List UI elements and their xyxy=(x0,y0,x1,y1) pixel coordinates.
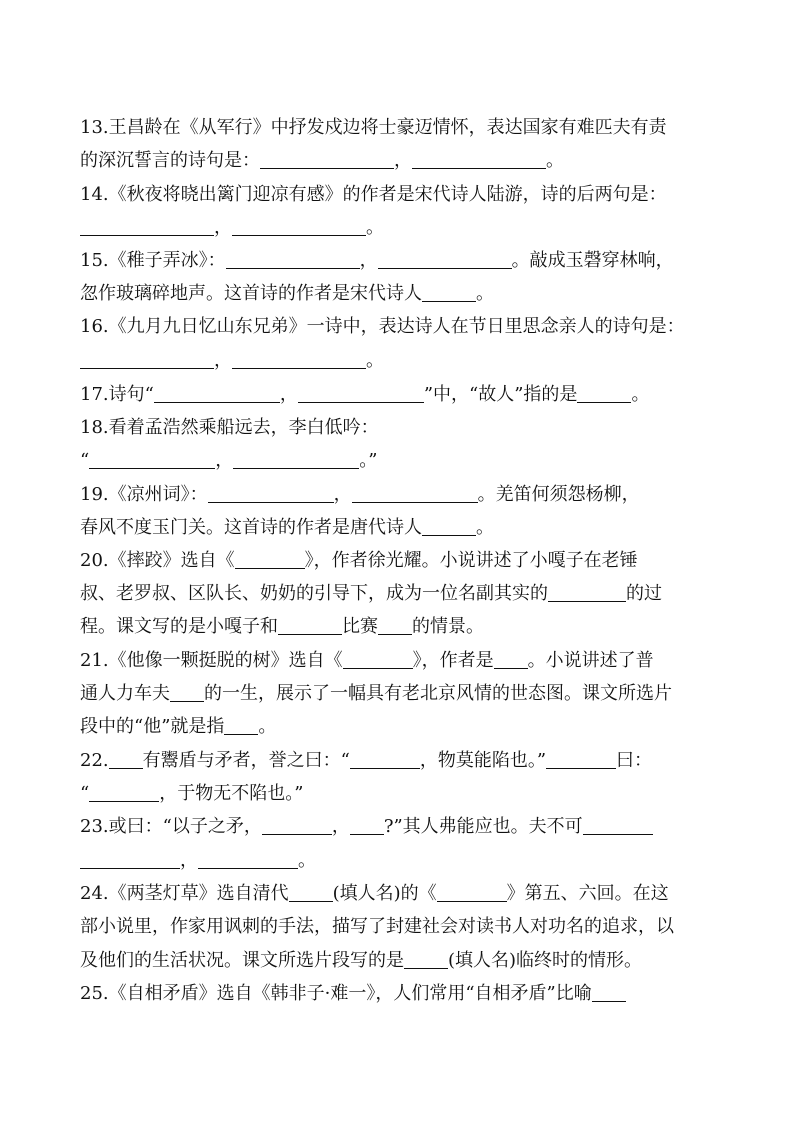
fill-blank[interactable] xyxy=(89,782,159,802)
question-13-line-1 xyxy=(80,115,730,141)
question-14-line-1 xyxy=(80,182,730,208)
text-segment: 的深沉誓言的诗句是： xyxy=(80,150,260,171)
fill-blank[interactable] xyxy=(109,749,143,769)
text-segment: 17.诗句“ xyxy=(80,384,154,405)
text-segment: 19.《凉州词》： xyxy=(80,484,208,505)
fill-blank[interactable] xyxy=(378,615,412,635)
fill-blank[interactable] xyxy=(235,549,305,569)
text-segment: 部小说里，作家用讽刺的手法，描写了封建社会对读书人对功名的追求，以 xyxy=(80,916,674,937)
text-segment: 有鬻盾与矛者，誉之曰：“ xyxy=(142,750,350,771)
text-segment: ， xyxy=(279,384,298,405)
text-segment: 。 xyxy=(631,384,650,405)
text-segment: ?”其人弗能应也。夫不可 xyxy=(383,816,583,837)
text-segment: ，于物无不陷也。” xyxy=(159,783,304,804)
question-17-line xyxy=(80,382,730,408)
question-20-line-2 xyxy=(80,581,730,607)
fill-blank[interactable] xyxy=(343,649,413,669)
fill-blank[interactable] xyxy=(226,249,360,269)
text-segment: ， xyxy=(214,350,232,371)
fill-blank[interactable] xyxy=(233,449,359,469)
text-segment: 通人力车夫 xyxy=(80,683,170,704)
text-segment: 18.看着孟浩然乘船远去，李白低吟： xyxy=(80,417,379,438)
text-segment: “ xyxy=(80,450,90,471)
text-segment: 。敲成玉磬穿林响， xyxy=(511,250,674,271)
question-15-line-2 xyxy=(80,281,730,307)
text-segment: 及他们的生活状况。课文所选片段写的是 xyxy=(80,950,404,971)
text-segment: 。 xyxy=(546,150,564,171)
question-21-line-3 xyxy=(80,714,730,740)
question-22-line-2 xyxy=(80,781,730,807)
fill-blank[interactable] xyxy=(198,849,298,869)
fill-blank[interactable] xyxy=(80,216,214,236)
question-24-line-2 xyxy=(80,914,730,940)
question-20-line-1 xyxy=(80,548,730,574)
text-segment: 曰： xyxy=(616,750,653,771)
question-21-line-2 xyxy=(80,681,730,707)
question-15-line-1 xyxy=(80,248,730,274)
fill-blank[interactable] xyxy=(592,982,626,1002)
fill-blank[interactable] xyxy=(548,582,626,602)
fill-blank[interactable] xyxy=(412,149,546,169)
fill-blank[interactable] xyxy=(404,949,448,969)
text-segment: 。 xyxy=(298,850,316,871)
text-segment: 13.王昌龄在《从军行》中抒发戍边将士豪迈情怀，表达国家有难匹夫有责 xyxy=(80,117,667,138)
text-segment: 程。课文写的是小嘎子和 xyxy=(80,616,278,637)
question-14-line-2 xyxy=(80,215,730,241)
question-23-line-1 xyxy=(80,814,730,840)
text-segment: 的过 xyxy=(626,583,662,604)
text-segment: 20.《摔跤》选自《 xyxy=(80,550,235,571)
question-20-line-3 xyxy=(80,614,730,640)
fill-blank[interactable] xyxy=(352,483,478,503)
fill-blank[interactable] xyxy=(170,682,204,702)
fill-blank[interactable] xyxy=(494,649,528,669)
fill-blank[interactable] xyxy=(289,882,333,902)
text-segment: 。 xyxy=(366,217,384,238)
text-segment: 15.《稚子弄冰》： xyxy=(80,250,226,271)
text-segment: ， xyxy=(214,217,232,238)
question-19-line-1 xyxy=(80,482,730,508)
text-segment: ， xyxy=(333,484,352,505)
question-19-line-2 xyxy=(80,515,730,541)
fill-blank[interactable] xyxy=(583,815,653,835)
text-segment: 。 xyxy=(476,517,494,538)
fill-blank[interactable] xyxy=(278,615,342,635)
text-segment: 24.《两茎灯草》选自清代 xyxy=(80,883,289,904)
text-segment: ，物莫能陷也。” xyxy=(419,750,547,771)
text-segment: 》，作者徐光耀。小说讲述了小嘎子在老锤 xyxy=(304,550,638,571)
fill-blank[interactable] xyxy=(208,483,334,503)
fill-blank[interactable] xyxy=(577,383,631,403)
text-segment: 14.《秋夜将晓出篱门迎凉有感》的作者是宋代诗人陆游，诗的后两句是： xyxy=(80,184,667,205)
question-22-line-1 xyxy=(80,748,730,774)
text-segment: 。羌笛何须怨杨柳， xyxy=(477,484,640,505)
question-18-line-2 xyxy=(80,448,730,474)
text-segment: 。 xyxy=(258,716,277,737)
text-segment: 22. xyxy=(80,750,109,771)
text-segment: 春风不度玉门关。这首诗的作者是唐代诗人 xyxy=(80,517,422,538)
text-segment: 。 xyxy=(366,350,384,371)
fill-blank[interactable] xyxy=(80,349,214,369)
text-segment: ， xyxy=(331,816,350,837)
text-segment: 。” xyxy=(359,450,378,471)
text-segment: ”中，“故人”指的是 xyxy=(423,384,578,405)
question-25-line-1 xyxy=(80,981,730,1007)
text-segment: (填人名)临终时的情形。 xyxy=(448,950,643,971)
text-segment: ， xyxy=(394,150,412,171)
fill-blank[interactable] xyxy=(89,449,215,469)
question-24-line-3 xyxy=(80,948,730,974)
fill-blank[interactable] xyxy=(232,216,366,236)
fill-blank[interactable] xyxy=(80,849,180,869)
text-segment: ， xyxy=(215,450,234,471)
fill-blank[interactable] xyxy=(154,383,280,403)
text-segment: 23.或曰：“以子之矛， xyxy=(80,816,262,837)
text-segment: 21.《他像一颗挺脱的树》选自《 xyxy=(80,650,343,671)
question-16-line-2 xyxy=(80,348,730,374)
question-24-line-1 xyxy=(80,881,730,907)
question-21-line-1 xyxy=(80,648,730,674)
text-segment: (填人名)的《 xyxy=(332,883,437,904)
fill-blank[interactable] xyxy=(422,516,476,536)
fill-blank[interactable] xyxy=(260,149,394,169)
text-segment: 叔、老罗叔、区队长、奶奶的引导下，成为一位名副其实的 xyxy=(80,583,548,604)
text-segment: 》，作者是 xyxy=(412,650,494,671)
text-segment: 的情景。 xyxy=(412,616,484,637)
fill-blank[interactable] xyxy=(224,715,258,735)
text-segment: ， xyxy=(359,250,378,271)
text-segment: 忽作玻璃碎地声。这首诗的作者是宋代诗人 xyxy=(80,283,422,304)
fill-blank[interactable] xyxy=(232,349,366,369)
question-23-line-2 xyxy=(80,848,730,874)
fill-blank[interactable] xyxy=(437,882,507,902)
fill-blank[interactable] xyxy=(422,282,476,302)
text-segment: ， xyxy=(180,850,198,871)
text-segment: “ xyxy=(80,783,90,804)
text-segment: 》第五、六回。在这 xyxy=(506,883,669,904)
question-16-line-1 xyxy=(80,314,730,340)
question-13-line-2 xyxy=(80,148,730,174)
text-segment: 25.《自相矛盾》选自《韩非子·难一》，人们常用“自相矛盾”比喻 xyxy=(80,983,592,1004)
text-segment: 段中的“他”就是指 xyxy=(80,716,225,737)
question-18-line-1 xyxy=(80,415,730,441)
text-segment: 的一生，展示了一幅具有老北京风情的世态图。课文所选片 xyxy=(204,683,672,704)
fill-blank[interactable] xyxy=(350,749,420,769)
fill-blank[interactable] xyxy=(350,815,384,835)
text-segment: 16.《九月九日忆山东兄弟》一诗中，表达诗人在节日里思念亲人的诗句是： xyxy=(80,316,685,337)
fill-blank[interactable] xyxy=(546,749,616,769)
fill-blank[interactable] xyxy=(262,815,332,835)
text-segment: 。小说讲述了普 xyxy=(527,650,654,671)
fill-blank[interactable] xyxy=(378,249,512,269)
text-segment: 。 xyxy=(476,283,494,304)
text-segment: 比赛 xyxy=(342,616,378,637)
fill-blank[interactable] xyxy=(298,383,424,403)
